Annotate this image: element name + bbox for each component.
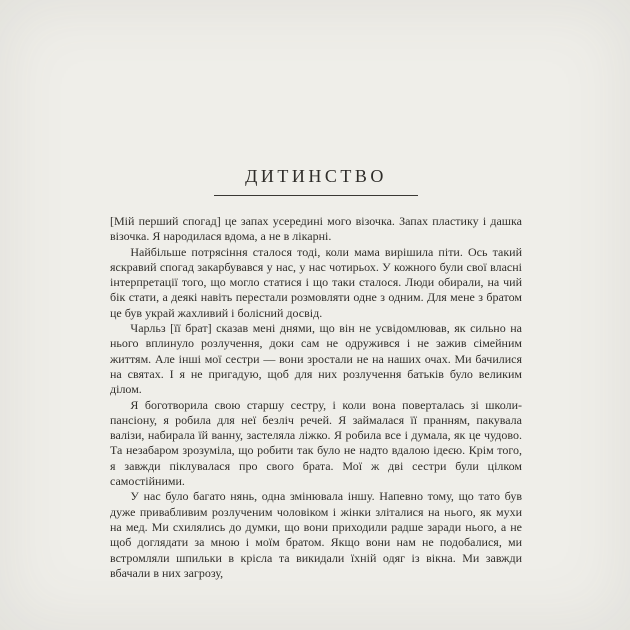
title-underline — [214, 195, 418, 196]
paragraph: Я боготворила свою старшу сестру, і коли вона поверталась зі школи-пансіону, я робила для неї безліч речей. Я займалася її пранням, пакувала валізи, набирала їй ванну, застеляла ліжко. Я робила все і думала, як це чудово. Та незабаром зрозуміла, що робити так було не надто вдалою ідеєю. Крім того, я завжди піклувалася про свого брата. Мої ж дві сестри були цілком самостійними. — [110, 397, 522, 489]
paragraph: У нас було багато нянь, одна змінювала іншу. Напевно тому, що тато був дуже привабливим розлученим чоловіком і жінки зліталися на нього, як мухи на мед. Ми схилялись до думки, що вони приходили радше заради нього, а не щоб доглядати за мною і моїм братом. Якщо вони нам не подобалися, ми встромляли шпильки в крісла та викидали їхній одяг із вікна. Ми завжди вбачали в них загрозу, — [110, 489, 522, 580]
paragraph: [Мій перший спогад] це запах усередині мого візочка. Запах пластику і дашка візочка. Я народилася вдома, а не в лікарні. — [110, 214, 522, 244]
page-content — [110, 166, 522, 581]
body-text — [110, 214, 522, 581]
chapter-title: ДИТИНСТВО — [245, 166, 387, 186]
paragraph: Чарльз [її брат] сказав мені днями, що він не усвідомлював, як сильно на нього вплинуло розлучення, доки сам не одружився і не зажив сімейним життям. Але інші мої сестри — вони зростали не на наших очах. Ми бачилися на святах. І я не пригадую, щоб для них розлучення батьків було великим ділом. — [110, 321, 522, 397]
paragraph: Найбільше потрясіння сталося тоді, коли мама вирішила піти. Ось такий яскравий спогад закарбувався у нас, у нас чотирьох. У кожного були свої власні інтерпретації того, що могло статися і що таки сталося. Люди обирали, на чий бік стати, а деякі навіть перестали розмовляти одне з одним. Для мене з братом це був украй жахливий і болісний досвід. — [110, 244, 522, 320]
